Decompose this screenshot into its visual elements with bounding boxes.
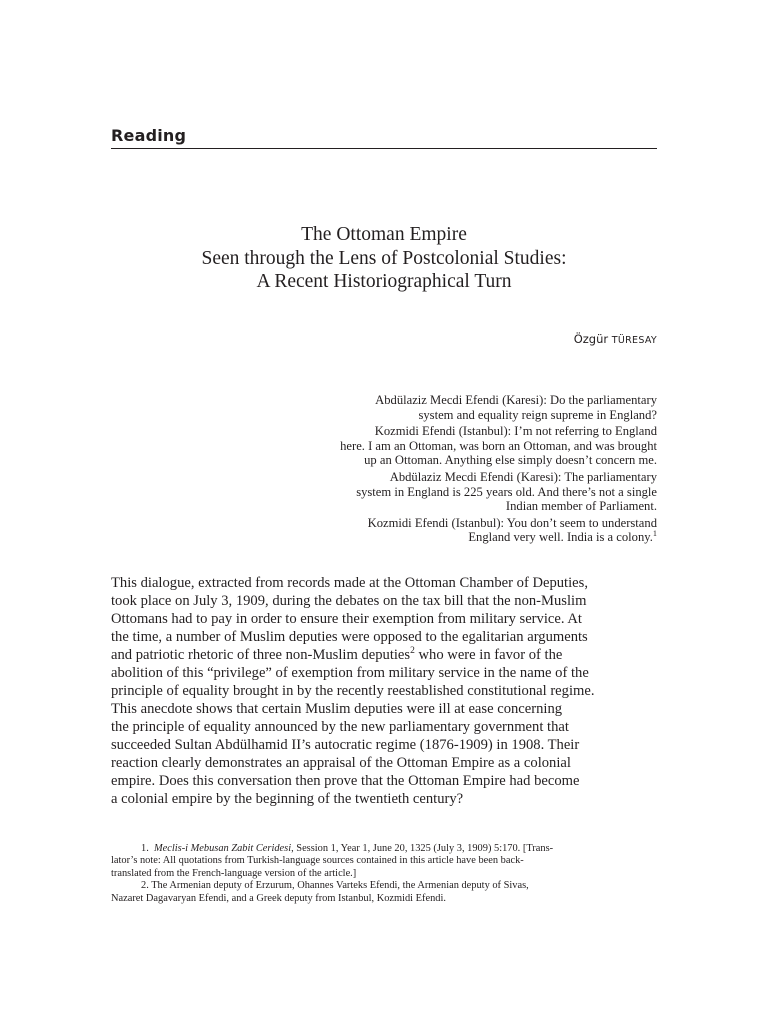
epigraph-entry: [237, 516, 657, 545]
header-rule: [111, 148, 657, 149]
epigraph-line: Indian member of Parliament.: [505, 499, 657, 514]
footnote-line: translated from the French-language version of the article.]: [111, 867, 357, 879]
article-title: [111, 223, 657, 294]
body-line: principle of equality brought in by the recently reestablished constitutional regime.: [111, 683, 595, 699]
footnote-ref-2[interactable]: 2: [410, 646, 415, 657]
body-line: This anecdote shows that certain Muslim deputies were ill at ease concerning: [111, 701, 563, 717]
footnotes: [111, 843, 657, 905]
epigraph-line: [237, 530, 657, 545]
author-family-name: TÜRESAY: [611, 335, 657, 346]
epigraph-line: Kozmidi Efendi (Istanbul): You don’t seem to understand: [367, 515, 657, 530]
body-line: succeeded Sultan Abdülhamid II’s autocratic regime (1876-1909) in 1908. Their: [111, 737, 580, 753]
footnote-line: lator’s note: All quotations from Turkish-language sources contained in this article have been back-: [111, 855, 524, 867]
body-line: abolition of this “privilege” of exemption from military service in the name of the: [111, 665, 589, 681]
body-text: who were in favor of the: [414, 647, 563, 663]
epigraph-entry: [237, 470, 657, 514]
body-line: empire. Does this conversation then prove that the Ottoman Empire had become: [111, 773, 580, 789]
footnote-line: Nazaret Dagavaryan Efendi, and a Greek deputy from Istanbul, Kozmidi Efendi.: [111, 892, 446, 904]
author-name: [574, 332, 657, 346]
footnote-1: [111, 843, 657, 855]
body-text: and patriotic rhetoric of three non-Muslim deputies: [111, 647, 411, 663]
title-line: Seen through the Lens of Postcolonial Studies:: [201, 247, 567, 269]
author-given-name: Özgür: [573, 332, 609, 346]
body-paragraph: [111, 574, 657, 808]
epigraph-line: system and equality reign supreme in England?: [418, 407, 657, 422]
epigraph-line: up an Ottoman. Anything else simply doesn’t concern me.: [364, 453, 657, 468]
body-line: a colonial empire by the beginning of the twentieth century?: [111, 791, 464, 807]
body-line: the principle of equality announced by the new parliamentary government that: [111, 719, 569, 735]
epigraph-line: Kozmidi Efendi (Istanbul): I’m not referring to England: [374, 424, 657, 439]
footnote-number: 1.: [141, 843, 149, 854]
section-label: Reading: [111, 126, 187, 145]
body-line: the time, a number of Muslim deputies were opposed to the egalitarian arguments: [111, 629, 588, 645]
body-line: [111, 646, 657, 664]
epigraph-text: England very well. India is a colony.: [468, 530, 653, 545]
epigraph-line: Abdülaziz Mecdi Efendi (Karesi): The parliamentary: [389, 469, 657, 484]
title-line: The Ottoman Empire: [301, 224, 467, 245]
footnote-2: 2. The Armenian deputy of Erzurum, Ohannes Varteks Efendi, the Armenian deputy of Sivas,: [141, 880, 529, 892]
body-line: This dialogue, extracted from records made at the Ottoman Chamber of Deputies,: [111, 575, 588, 591]
epigraph-line: system in England is 225 years old. And there’s not a single: [356, 484, 657, 499]
footnote-text: , Session 1, Year 1, June 20, 1325 (July 3, 1909) 5:170. [Trans-: [291, 843, 554, 854]
epigraph: [237, 393, 657, 547]
footnote-ref-1[interactable]: 1: [652, 529, 657, 539]
epigraph-entry: [237, 424, 657, 468]
footnote-source-title: Meclis-i Mebusan Zabit Ceridesi: [154, 843, 292, 854]
body-line: took place on July 3, 1909, during the debates on the tax bill that the non-Muslim: [111, 593, 587, 609]
body-line: Ottomans had to pay in order to ensure their exemption from military service. At: [111, 611, 582, 627]
epigraph-line: here. I am an Ottoman, was born an Ottoman, and was brought: [340, 438, 657, 453]
epigraph-line: Abdülaziz Mecdi Efendi (Karesi): Do the parliamentary: [375, 393, 657, 407]
title-line: A Recent Historiographical Turn: [256, 271, 512, 292]
body-line: reaction clearly demonstrates an appraisal of the Ottoman Empire as a colonial: [111, 755, 571, 771]
epigraph-entry: [237, 393, 657, 422]
